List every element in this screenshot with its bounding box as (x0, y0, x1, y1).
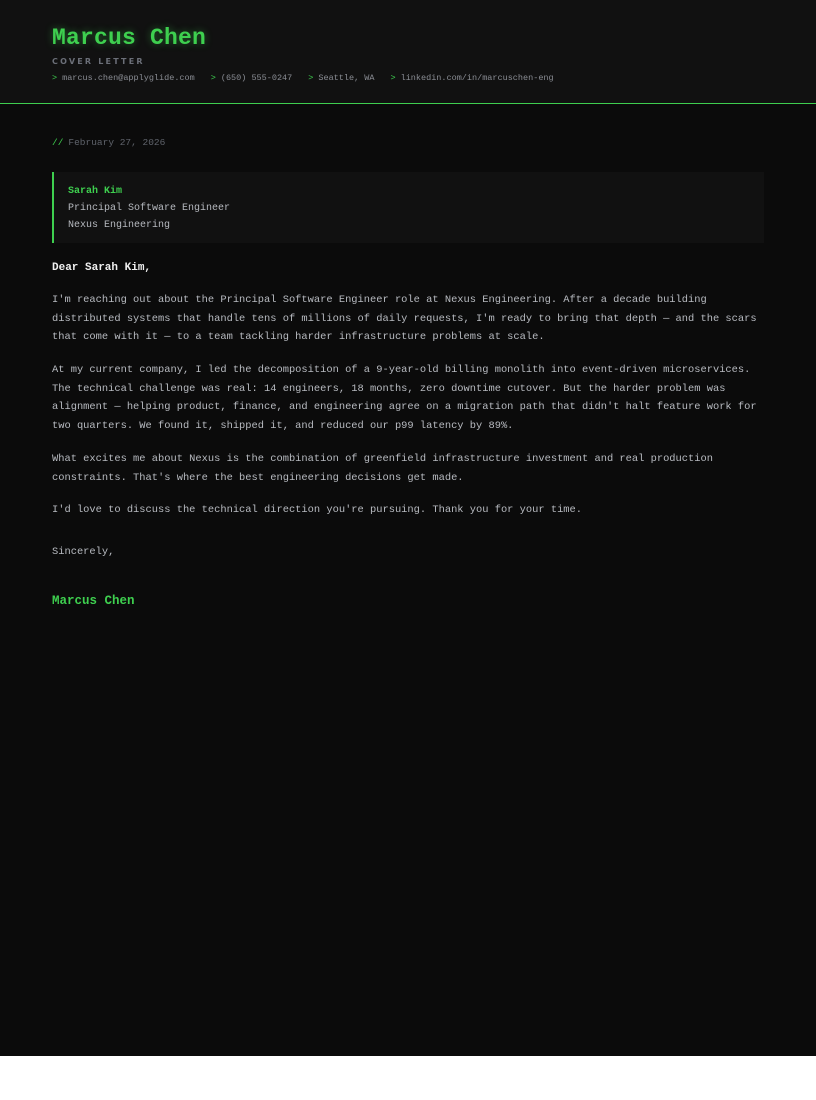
signature: Marcus Chen (52, 594, 135, 608)
prompt-arrow-icon: > (390, 73, 396, 83)
applicant-name: Marcus Chen (52, 25, 207, 51)
letter-date (52, 137, 165, 148)
body-paragraph-1: I'm reaching out about the Principal Software Engineer role at Nexus Engineering. After a decade building distributed systems that handle tens of millions of daily requests, I'm ready to bring that depth — and the scars that come with it — to a team tackling harder infrastructure problems at scale. (52, 294, 757, 343)
contact-email[interactable] (52, 73, 195, 83)
prompt-arrow-icon: > (210, 73, 216, 83)
prompt-arrow-icon: > (52, 73, 58, 83)
contact-linkedin-text: linkedin.com/in/marcuschen-eng (400, 73, 554, 83)
contact-location (308, 73, 374, 83)
contact-phone-text: (650) 555-0247 (220, 73, 293, 83)
contact-location-text: Seattle, WA (318, 73, 375, 83)
closing: Sincerely, (52, 546, 115, 558)
body-paragraph-2: At my current company, I led the decomposition of a 9-year-old billing monolith into event-driven microservices. The technical challenge was real: 14 engineers, 18 months, zero downtime cutover. But the harder problem was alignment — helping product, finance, and engineering agree on a migration path that didn't halt feature work for two quarters. We found it, shipped it, and reduced our p99 latency by 89%. (52, 364, 757, 432)
comment-slash-icon: // (52, 137, 64, 148)
body-paragraph-3: What excites me about Nexus is the combination of greenfield infrastructure investment and real production constraints. That's where the best engineering decisions get made. (52, 453, 713, 484)
contact-linkedin[interactable] (390, 73, 553, 83)
document-type-label: COVER LETTER (52, 57, 145, 66)
recipient-company: Nexus Engineering (68, 220, 171, 231)
date-text: February 27, 2026 (68, 137, 166, 148)
contact-phone[interactable] (211, 73, 293, 83)
salutation: Dear Sarah Kim, (52, 262, 152, 274)
recipient-title: Principal Software Engineer (68, 203, 231, 214)
letter-header (0, 0, 816, 104)
contact-email-text: marcus.chen@applyglide.com (62, 73, 195, 83)
contact-list (52, 73, 554, 83)
body-paragraph-4: I'd love to discuss the technical direction you're pursuing. Thank you for your time. (52, 504, 583, 516)
prompt-arrow-icon: > (308, 73, 314, 83)
recipient-name: Sarah Kim (68, 186, 123, 197)
recipient-block (52, 172, 764, 243)
